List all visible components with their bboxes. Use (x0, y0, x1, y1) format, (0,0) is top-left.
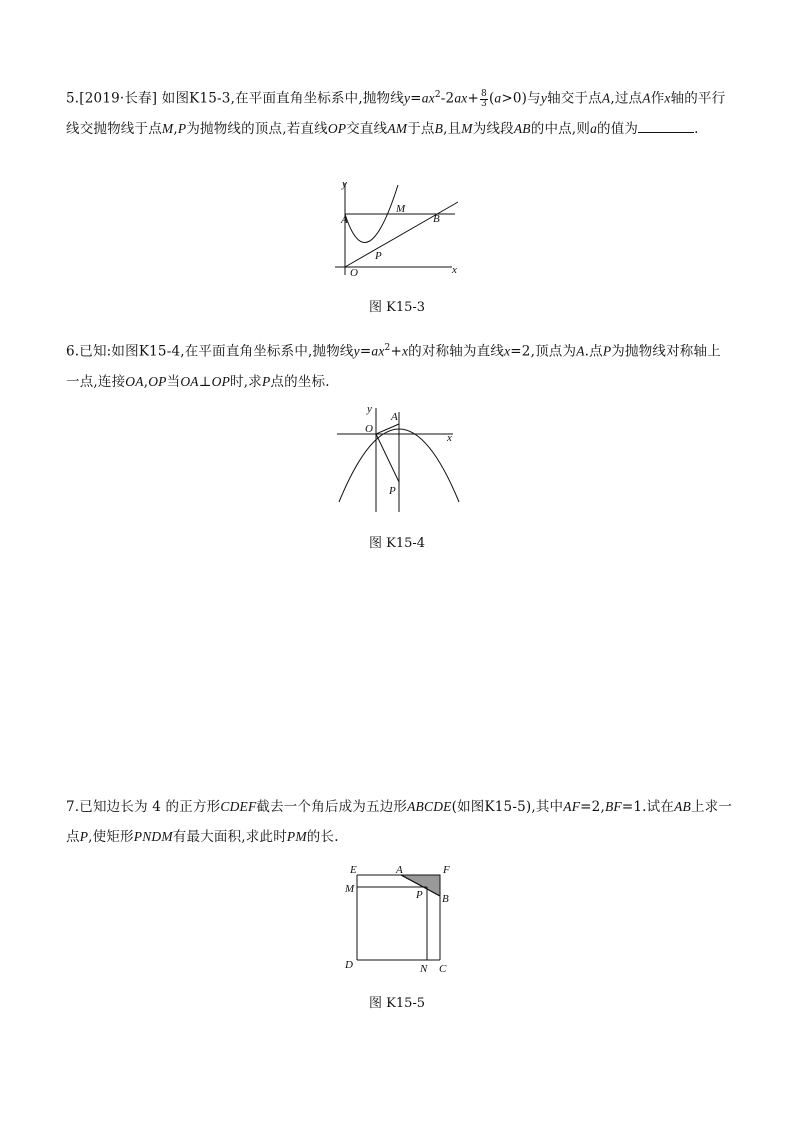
label-o: O (365, 423, 373, 435)
problem-6-text: 6.已知:如图K15-4,在平面直角坐标系中,抛物线$y=ax^2+x$的对称轴为直线x=2,顶点为A.点P为抛物线对称轴上一点,连接OA,OP当OA⊥OP时,求P点的坐标. (66, 343, 721, 390)
label-y: y (367, 403, 372, 415)
label-x: x (447, 432, 452, 444)
label-x: x (452, 264, 457, 276)
label-f: F (443, 864, 450, 876)
label-n: N (420, 963, 428, 975)
label-b: B (442, 893, 449, 905)
label-a: A (391, 411, 398, 423)
segment-op (376, 434, 399, 482)
label-o: O (350, 267, 358, 279)
label-d: D (345, 959, 353, 971)
label-a: A (341, 214, 348, 226)
label-p: P (416, 889, 423, 901)
label-e: E (350, 864, 357, 876)
label-m: M (345, 883, 355, 895)
label-a: A (396, 864, 403, 876)
label-m: M (396, 203, 406, 215)
label-p: P (389, 485, 396, 497)
caption-k15-3: 图 K15-3 (368, 300, 426, 315)
figure-k15-5 (340, 862, 460, 977)
label-y: y (342, 178, 347, 190)
figure-k15-3 (330, 175, 470, 285)
problem-5-text: 5.[2019·长春] 如图K15-3,在平面直角坐标系中,抛物线$y=ax^2-2ax+$ $\frac{8}{3}$ (a>0)与y轴交于点A,过点A作x轴的平行线交抛物线于点M,P为抛物线的顶点,若直线OP交直线AM于点B,且M为线段AB的中点,则a的值为 . (66, 88, 726, 137)
answer-blank[interactable] (638, 118, 694, 133)
label-c: C (439, 963, 447, 975)
caption-k15-5: 图 K15-5 (368, 996, 426, 1011)
label-p: P (375, 250, 382, 262)
figure-k15-4 (335, 400, 460, 515)
caption-k15-4: 图 K15-4 (368, 536, 426, 551)
fraction-8-3: $\frac{8}{3}$ (481, 88, 487, 109)
problem-7-text: 7.已知边长为 4 的正方形CDEF截去一个角后成为五边形ABCDE(如图K15-5),其中AF=2,BF=1.试在AB上求一点P,使矩形PNDM有最大面积,求此时PM的长. (66, 799, 733, 845)
label-b: B (433, 213, 440, 225)
